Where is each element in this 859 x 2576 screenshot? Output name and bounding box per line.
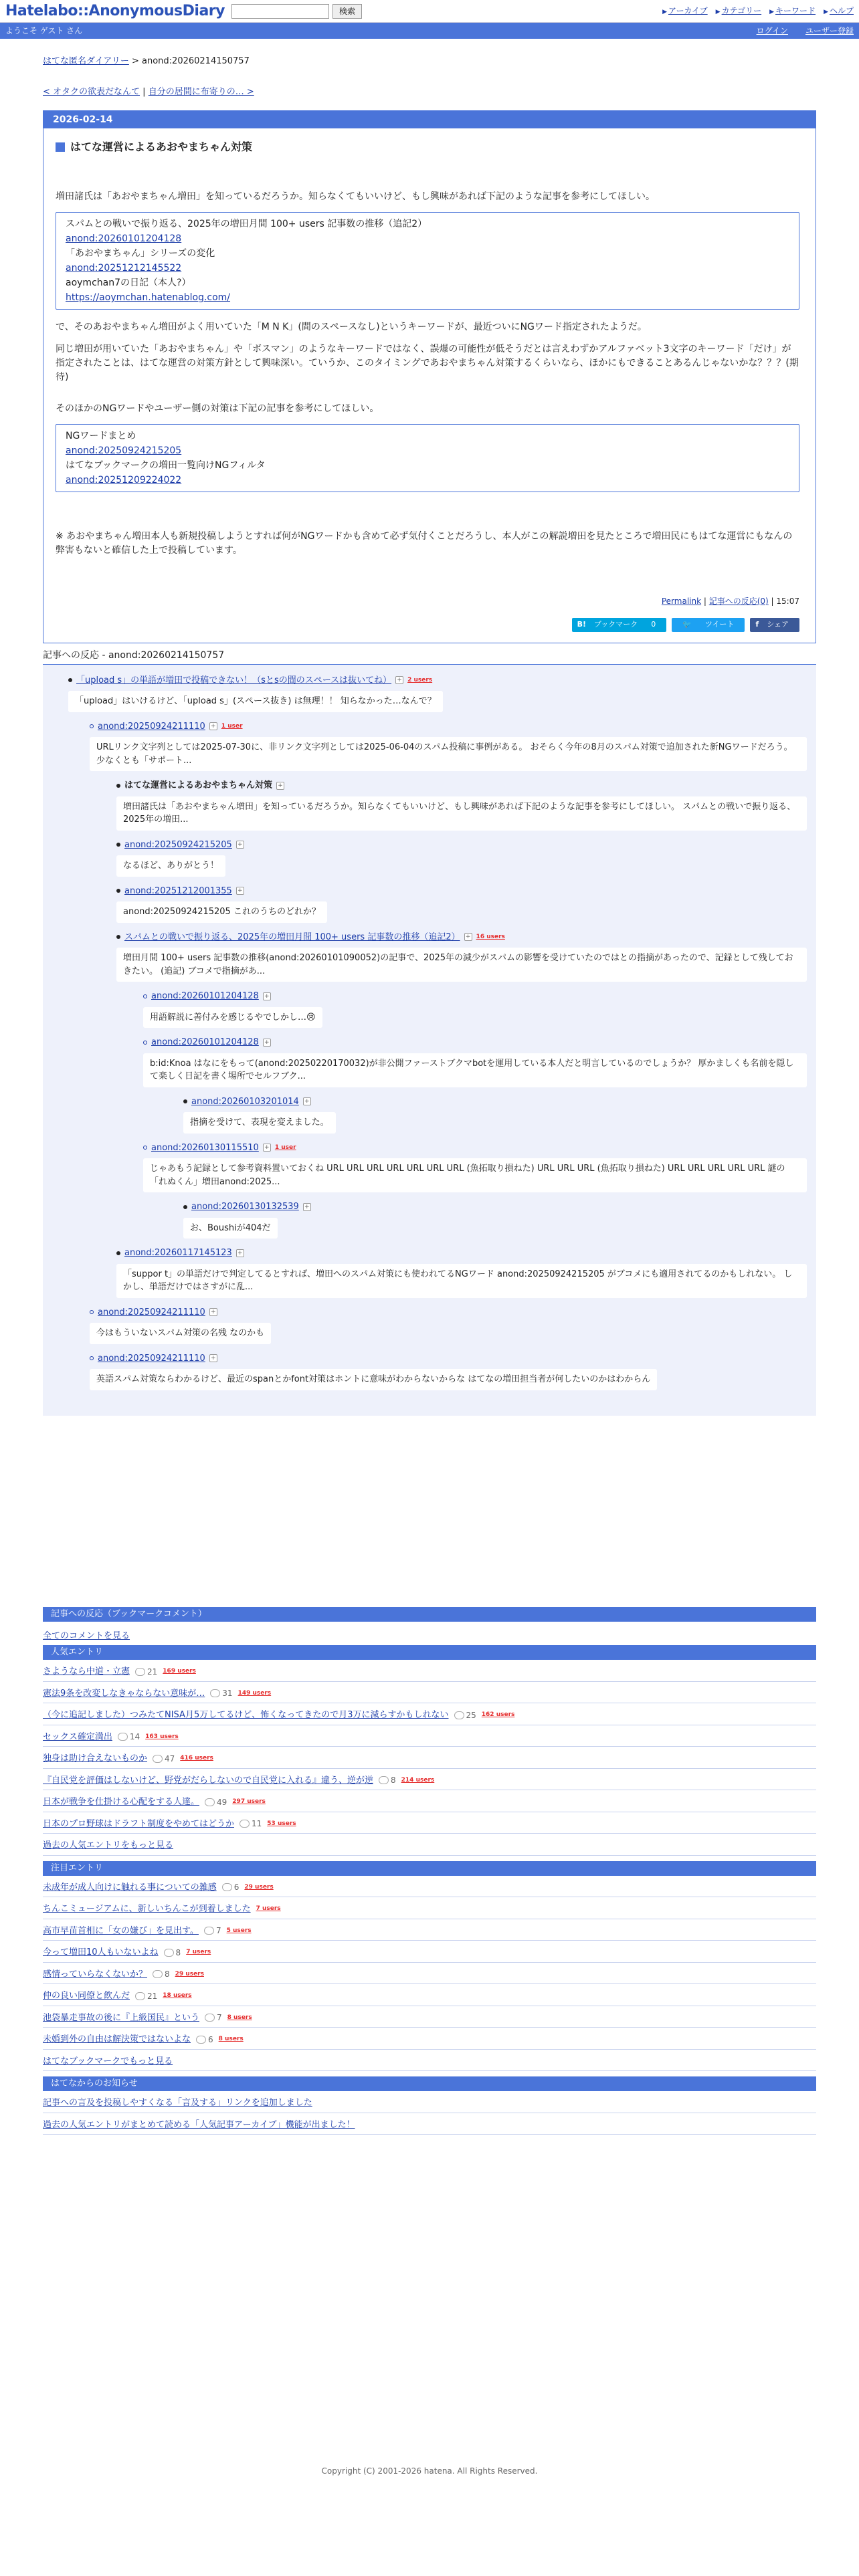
entry-link[interactable]: 未成年が成人向けに触れる事についての雑感 — [43, 1882, 217, 1893]
reaction-body: 今はもういないスパム対策の名残 なのかも — [90, 1323, 271, 1344]
users-badge[interactable]: 7 users — [256, 1905, 281, 1912]
reaction-title-link[interactable]: anond:20250924215205 — [124, 839, 232, 850]
top-header — [0, 0, 859, 23]
entry-row — [43, 1682, 816, 1704]
users-badge[interactable]: 16 users — [476, 933, 505, 940]
nav-link[interactable]: キーワード — [775, 6, 816, 16]
users-badge[interactable]: 7 users — [186, 1949, 211, 1955]
users-badge[interactable]: 2 users — [407, 676, 433, 683]
comment-count-value: 8 — [175, 1947, 181, 1957]
entry-title-text[interactable]: はてな運営によるあおやまちゃん対策 — [70, 140, 253, 153]
entry-time: 15:07 — [776, 597, 799, 606]
comment-count[interactable] — [210, 1687, 232, 1699]
nav-item-help[interactable] — [824, 5, 854, 17]
entry-paragraph: ※ あおやまちゃん増田本人も新規投稿しようとすれば何がNGワードかも含めて必ず気付くことだろうし、本人がこの解説増田を見たところで増田民にもはてな運営にもなんの弊害もないと確信した上で投稿しています。 — [56, 531, 793, 556]
comment-count[interactable] — [164, 1947, 181, 1959]
entry-link[interactable]: さようなら中道・立憲 — [43, 1667, 130, 1677]
comment-count[interactable] — [196, 2034, 213, 2046]
reaction-title-link[interactable]: anond:20260103201014 — [191, 1096, 299, 1107]
comment-bubble-icon — [204, 1927, 214, 1935]
comment-count[interactable] — [240, 1818, 262, 1830]
reaction-title-link[interactable]: anond:20250924211110 — [98, 1307, 205, 1317]
users-badge[interactable]: 169 users — [163, 1668, 196, 1675]
toggle-icon[interactable]: + — [236, 887, 244, 895]
more-attention-link[interactable]: はてなブックマークでもっと見る — [43, 2056, 173, 2066]
bullet-icon — [116, 889, 120, 893]
comment-bubble-icon — [196, 2036, 206, 2044]
entry-row — [43, 2028, 816, 2050]
comment-count[interactable] — [205, 2012, 222, 2024]
users-badge[interactable]: 29 users — [175, 1970, 204, 1977]
quote-line: NGワードまとめ — [66, 431, 136, 441]
bookmark-count: 0 — [651, 620, 656, 629]
quote-link[interactable]: anond:20250924215205 — [66, 445, 182, 456]
users-badge[interactable]: 1 user — [221, 722, 243, 730]
entry-quote — [56, 424, 799, 492]
reaction-tree — [43, 665, 816, 1416]
reaction-node — [116, 1247, 807, 1298]
reaction-body: anond:20250924215205 これのうちのどれか？ — [116, 901, 327, 923]
entry-title — [56, 139, 799, 155]
reaction-body: 増田諸氏は「あおやまちゃん増田」を知っているだろうか。知らなくてもいいけど、もし興味があれば下記のような記事を参考にしてほしい。 スパムとの戦いで振り返る、2025年の増田... — [116, 796, 807, 831]
search-button[interactable]: 検索 — [332, 4, 362, 19]
users-badge[interactable]: 8 users — [227, 2014, 252, 2021]
comment-bubble-icon — [205, 2014, 215, 2022]
users-badge[interactable]: 416 users — [180, 1755, 213, 1761]
users-badge[interactable]: 163 users — [145, 1733, 179, 1740]
permalink[interactable]: Permalink — [661, 597, 702, 606]
bullet-icon — [116, 1251, 120, 1255]
quote-link[interactable]: anond:20251209224022 — [66, 475, 182, 486]
breadcrumb-current: anond:20260214150757 — [142, 56, 250, 66]
entry-link[interactable]: 今って増田10人もいないよね — [43, 1947, 159, 1957]
users-badge[interactable]: 297 users — [232, 1798, 266, 1805]
share-buttons — [56, 618, 799, 632]
reaction-title-link[interactable]: anond:20250924211110 — [98, 1353, 205, 1364]
attention-list — [43, 1876, 816, 2050]
users-badge[interactable]: 1 user — [274, 1144, 296, 1151]
comment-count[interactable] — [379, 1774, 396, 1786]
entry-link[interactable]: 池袋暴走事故の後に『上級国民』という — [43, 2012, 200, 2023]
reaction-body: 用語解説に善付みを感じるやでしかし…😢 — [143, 1007, 322, 1029]
news-link[interactable]: 過去の人気エントリがまとめて読める「人気記事アーカイブ」機能が出ました！ — [43, 2119, 355, 2130]
comment-count-value: 7 — [217, 2013, 222, 2023]
entry-row — [43, 1897, 816, 1919]
reaction-body: 英語スパム対策ならわかるけど、最近のspanとかfont対策はホントに意味がわからないからな はてなの増田担当者が何したいのかはわからん — [90, 1369, 657, 1390]
entry-paragraph: 増田諸氏は「あおやまちゃん増田」を知っているだろうか。知らなくてもいいけど、もし興味があれば下記のような記事を参考にしてほしい。 — [56, 191, 655, 202]
facebook-share-button[interactable] — [750, 618, 799, 632]
users-badge[interactable]: 18 users — [163, 1992, 192, 1999]
comment-bubble-icon — [164, 1949, 174, 1957]
comment-bubble-icon — [135, 1992, 145, 2000]
reaction-title-link[interactable]: anond:20260117145123 — [124, 1248, 232, 1258]
facebook-icon: f — [755, 620, 759, 629]
comment-bubble-icon — [135, 1668, 145, 1676]
welcome-text: ようこそ ゲスト さん — [5, 26, 83, 35]
breadcrumb — [43, 55, 816, 68]
bullet-icon — [116, 784, 120, 788]
comment-count[interactable] — [135, 1666, 157, 1678]
entry-row — [43, 1660, 816, 1682]
bird-icon: 🐦 — [682, 620, 692, 629]
facebook-label: シェア — [767, 620, 789, 629]
bullet-icon — [116, 935, 120, 939]
reaction-node — [68, 674, 807, 712]
reaction-title-link[interactable]: anond:20260130115510 — [151, 1142, 259, 1153]
popular-list — [43, 1660, 816, 1834]
quote-link[interactable]: anond:20251212145522 — [66, 263, 182, 274]
nav-link[interactable]: アーカイブ — [668, 6, 708, 16]
nav-link[interactable]: カテゴリー — [721, 6, 762, 16]
entry-link[interactable]: 日本のプロ野球はドラフト制度をやめてはどうか — [43, 1818, 235, 1829]
entry-link[interactable]: 仲の良い同僚と飲んだ — [43, 1991, 130, 2001]
entry-row — [43, 1790, 816, 1812]
reaction-node — [183, 1095, 807, 1134]
comment-count[interactable] — [454, 1709, 476, 1721]
users-badge[interactable]: 149 users — [237, 1689, 272, 1697]
bullet-icon — [143, 1146, 147, 1150]
reaction-title-link[interactable]: anond:20251212001355 — [124, 885, 232, 896]
entry-link[interactable]: ちんこミュージアムに、新しいちんこが到着しました — [43, 1904, 251, 1914]
reaction-node — [116, 779, 807, 831]
breadcrumb-sep: > — [128, 56, 142, 66]
quote-line: はてなブックマークの増田一覧向けNGフィルタ — [66, 460, 266, 471]
bullet-icon — [143, 994, 147, 998]
reaction-node — [116, 885, 807, 923]
entry-footer: Permalink | 記事への反応(0) | 15:07 — [661, 597, 799, 606]
header-nav — [662, 5, 854, 17]
entry-row — [43, 1919, 816, 1941]
reaction-body: じゃあもう記録として参考資料置いておくね URL URL URL URL URL URL URL (魚拓取り損ねた) URL URL URL (魚拓取り損ねた) URL URL URL URL URL 謎の「れぬくん」増田anond:2025... — [143, 1158, 807, 1192]
reaction-node — [116, 839, 807, 877]
comment-count[interactable] — [205, 1796, 227, 1808]
reaction-body: 「upload」はいけるけど、「upload s」(スペース抜き) は無理！！ 知らなかった…なんで？ — [68, 691, 443, 712]
entry-link[interactable]: 『自民党を評価はしないけど、野党がだらしないので自民党に入れる』違う、逆が逆 — [43, 1775, 374, 1786]
bullet-icon — [90, 724, 94, 728]
bullet-icon — [116, 843, 120, 847]
comment-bubble-icon — [222, 1883, 232, 1891]
reaction-node — [116, 931, 807, 982]
comment-count-value: 8 — [165, 1969, 170, 1979]
quote-line: aoymchan7の日記（本人?） — [66, 278, 191, 288]
more-popular-link[interactable]: 過去の人気エントリをもっと見る — [43, 1840, 174, 1850]
reactions-heading: 記事への反応 - anond:20260214150757 — [43, 649, 816, 665]
comment-count[interactable] — [153, 1753, 175, 1765]
tweet-label: ツイート — [704, 620, 735, 629]
reaction-body: 指摘を受けて、表現を変えました。 — [183, 1112, 336, 1134]
toggle-icon[interactable]: + — [209, 722, 217, 730]
all-comments-link[interactable]: 全てのコメントを見る — [43, 1630, 130, 1641]
comment-count-value: 8 — [391, 1776, 396, 1786]
comment-count-value: 7 — [215, 1926, 221, 1936]
login-link[interactable]: ログイン — [756, 26, 788, 35]
triangle-icon: ▶ — [824, 9, 828, 16]
entry-row — [43, 1725, 816, 1747]
comment-count[interactable] — [204, 1925, 221, 1937]
entry-paragraph: そのほかのNGワードやユーザー側の対策は下記の記事を参考にしてほしい。 — [56, 403, 379, 414]
entry-paragraph: で、そのあおやまちゃん増田がよく用いていた「M N K」(間のスペースなし)というキーワードが、最近ついにNGワード指定されたようだ。 — [56, 322, 647, 332]
comment-bubble-icon — [153, 1970, 163, 1978]
entry-paragraph: 同じ増田が用いていた「あおやまちゃん」や「ボスマン」のようなキーワードではなく、誤爆の可能性が低そうだとは言えわずかアルファベット3文字のキーワード「だけ」が指定されたことは、はてな運営の対策方針として興味深い。ていうか、このタイミングであおやまちゃん対策するくらいなら、ほかにもできることあるんじゃないかな？？？(期待) — [56, 344, 799, 383]
users-badge[interactable]: 29 users — [244, 1883, 274, 1891]
entry-date: 2026-02-14 — [43, 111, 816, 128]
reaction-node — [143, 1036, 807, 1087]
entry-body — [43, 128, 816, 643]
current-entry-title: はてな運営によるあおやまちゃん対策 — [124, 780, 273, 790]
reaction-title-link[interactable]: 「upload s」の単語が増田で投稿できない！（sとsの間のスペースは抜いてね） — [76, 675, 392, 685]
reaction-title-link[interactable]: anond:20260101204128 — [151, 1037, 259, 1047]
entry-section — [43, 110, 816, 643]
toggle-icon[interactable]: + — [209, 1354, 217, 1362]
reaction-node — [183, 1200, 807, 1239]
entry-quote — [56, 212, 799, 310]
entry-link[interactable]: 憲法9条を改変しなきゃならない意味が… — [43, 1688, 205, 1699]
bullet-icon — [183, 1099, 187, 1103]
users-badge[interactable]: 214 users — [401, 1776, 435, 1784]
reaction-body: 増田月間 100+ users 記事数の推移(anond:20260101090052)の記事で、2025年の減少がスパムの影響を受けていたのではとの指摘があったので、記録として残しておきたい。 (追記) ブコメで指摘があ... — [116, 948, 807, 982]
entry-row — [43, 1812, 816, 1834]
breadcrumb-home[interactable]: はてな匿名ダイアリー — [43, 56, 129, 66]
reaction-title-link[interactable]: anond:20250924211110 — [98, 721, 205, 732]
quote-line: 「あおやまちゃん」シリーズの変化 — [66, 248, 215, 259]
comment-count-value: 31 — [222, 1689, 233, 1699]
quote-link[interactable]: https://aoymchan.hatenablog.com/ — [66, 292, 231, 303]
nav-link[interactable]: ヘルプ — [829, 6, 854, 16]
bookmark-button[interactable] — [572, 618, 667, 632]
reaction-title-link[interactable]: スパムとの戦いで振り返る、2025年の増田月間 100+ users 記事数の推移（追記2） — [124, 932, 460, 942]
comment-count[interactable] — [118, 1731, 140, 1743]
bookmark-label: ブックマーク — [594, 620, 638, 629]
toggle-icon[interactable]: + — [263, 992, 271, 1000]
comment-count-value: 6 — [208, 2034, 213, 2044]
section-header: 人気エントリ — [43, 1645, 816, 1660]
toggle-icon[interactable]: + — [303, 1097, 311, 1105]
quote-line: スパムとの戦いで振り返る、2025年の増田月間 100+ users 記事数の推移（追記2） — [66, 219, 427, 229]
section-header: はてなからのお知らせ — [43, 2076, 816, 2091]
reaction-node — [143, 990, 807, 1028]
entry-link[interactable]: 感情っていらなくないか？ — [43, 1969, 148, 1979]
toggle-icon[interactable]: + — [464, 933, 472, 941]
section-header: 記事への反応（ブックマークコメント） — [43, 1607, 816, 1622]
nav-item-category[interactable] — [716, 5, 761, 17]
reaction-title-link[interactable]: anond:20260130132539 — [191, 1202, 299, 1212]
bullet-icon — [183, 1205, 187, 1209]
comment-count-value: 11 — [252, 1819, 262, 1829]
reaction-node — [90, 1352, 807, 1390]
search-input[interactable] — [231, 4, 329, 19]
bullet-icon — [143, 1041, 147, 1045]
comment-bubble-icon — [454, 1711, 464, 1719]
comment-bubble-icon — [379, 1776, 389, 1784]
toggle-icon[interactable]: + — [263, 1039, 271, 1047]
next-entry-link[interactable]: 自分の居間に布寄りの… > — [148, 86, 254, 97]
bullet-icon — [90, 1310, 94, 1314]
main-content — [43, 55, 816, 2135]
entry-row — [43, 1747, 816, 1769]
bookmark-comments-section — [43, 1607, 816, 2135]
comment-bubble-icon — [240, 1820, 250, 1828]
entry-row — [43, 1876, 816, 1898]
pager-sep: | — [140, 86, 149, 97]
reaction-body: b:id:Knoa はなにをもって(anond:20250220170032)が非公開ファーストブクマbotを運用している本人だと明言しているのでしょうか？ 厚かましくも名前を隠して楽しく日記を書く場所でセルフブク... — [143, 1053, 807, 1087]
square-icon — [56, 142, 65, 152]
toggle-icon[interactable]: + — [236, 1249, 244, 1257]
comment-count[interactable] — [135, 1990, 157, 2002]
reaction-body: 「suppor t」の単語だけで判定してるとすれば、増田へのスパム対策にも使われてるNGワード anond:20250924215205 がブコメにも適用されてるのかもしれない。 しかし、単語だけではさすがに乱... — [116, 1264, 807, 1298]
toggle-icon[interactable]: + — [236, 841, 244, 849]
comment-count-value: 49 — [217, 1797, 227, 1807]
reaction-body: なるほど、ありがとう！ — [116, 855, 225, 877]
bookmark-icon: B! — [577, 620, 587, 629]
user-bar — [0, 23, 859, 39]
entry-row — [43, 1703, 816, 1725]
users-badge[interactable]: 5 users — [226, 1927, 252, 1934]
toggle-icon[interactable]: + — [395, 676, 403, 684]
entry-link[interactable]: 日本が戦争を仕掛ける心配をする人達。 — [43, 1797, 200, 1807]
quote-link[interactable]: anond:20260101204128 — [66, 233, 182, 244]
comment-bubble-icon — [153, 1755, 163, 1763]
pager — [43, 86, 816, 99]
comment-count[interactable] — [153, 1968, 170, 1980]
comment-count-value: 21 — [147, 1667, 158, 1677]
users-badge[interactable]: 8 users — [218, 2036, 244, 2042]
entry-row — [43, 1963, 816, 1985]
entry-row — [43, 1941, 816, 1963]
comment-count-value: 47 — [165, 1753, 175, 1763]
comment-count[interactable] — [222, 1881, 240, 1893]
toggle-icon[interactable]: + — [276, 782, 284, 790]
nav-item-keyword[interactable] — [769, 5, 816, 17]
reaction-body: URLリンク文字列としては2025-07-30に、非リンク文字列としては2025-06-04のスパム投稿に事例がある。 おそらく今年の8月のスパム対策で追加された新NGワードだろう。 少なくとも「サポート... — [90, 737, 807, 771]
comment-count-value: 6 — [233, 1883, 240, 1893]
reaction-count-link[interactable]: 記事への反応(0) — [708, 597, 769, 606]
bullet-icon — [68, 678, 72, 682]
toggle-icon[interactable]: + — [209, 1308, 217, 1316]
users-badge[interactable]: 53 users — [267, 1820, 296, 1827]
entry-link[interactable]: （今に追記しました）つみたてNISA月5万してるけど、怖くなってきたので月3万に減らすかもしれない — [43, 1710, 449, 1720]
entry-link[interactable]: 独身は助け合えないものか — [43, 1753, 148, 1763]
comment-bubble-icon — [210, 1689, 220, 1697]
entry-row — [43, 1984, 816, 2006]
reaction-node — [143, 1142, 807, 1193]
entry-row — [43, 1769, 816, 1791]
comment-count-value: 14 — [129, 1732, 140, 1742]
comment-count-value: 25 — [466, 1710, 476, 1720]
prev-entry-link[interactable]: < オタクの欲表だなんて — [43, 86, 140, 97]
reaction-body: お、Boushiが404だ — [183, 1218, 278, 1239]
nav-item-archive[interactable] — [662, 5, 708, 17]
reaction-node — [90, 720, 807, 772]
section-header: 注目エントリ — [43, 1861, 816, 1876]
tweet-button[interactable] — [672, 618, 745, 632]
comment-count-value: 21 — [147, 1991, 158, 2001]
comment-bubble-icon — [205, 1798, 215, 1806]
users-badge[interactable]: 162 users — [481, 1711, 515, 1718]
comment-bubble-icon — [118, 1733, 128, 1741]
triangle-icon: ▶ — [715, 9, 721, 16]
entry-link[interactable]: 未婚到外の自由は解決策ではないよな — [43, 2034, 191, 2044]
site-logo[interactable]: Hatelabo::AnonymousDiary — [5, 3, 225, 19]
reaction-title-link[interactable]: anond:20260101204128 — [151, 991, 259, 1001]
triangle-icon: ▶ — [769, 9, 775, 16]
entry-row — [43, 2006, 816, 2028]
entry-link[interactable]: セックス確定満出 — [43, 1731, 112, 1742]
copyright: Copyright (C) 2001-2026 hatena. All Rights Reserved. — [321, 2466, 538, 2476]
news-link[interactable]: 記事への言及を投稿しやすくなる「言及する」リンクを追加しました — [43, 2098, 312, 2108]
entry-link[interactable]: 高市早苗首相に「女の嫌び」を見出す。 — [43, 1925, 199, 1936]
register-link[interactable]: ユーザー登録 — [805, 26, 854, 35]
bullet-icon — [90, 1356, 94, 1360]
toggle-icon[interactable]: + — [303, 1203, 311, 1211]
triangle-icon: ▶ — [662, 9, 667, 16]
reaction-node — [90, 1306, 807, 1344]
toggle-icon[interactable]: + — [263, 1144, 271, 1152]
